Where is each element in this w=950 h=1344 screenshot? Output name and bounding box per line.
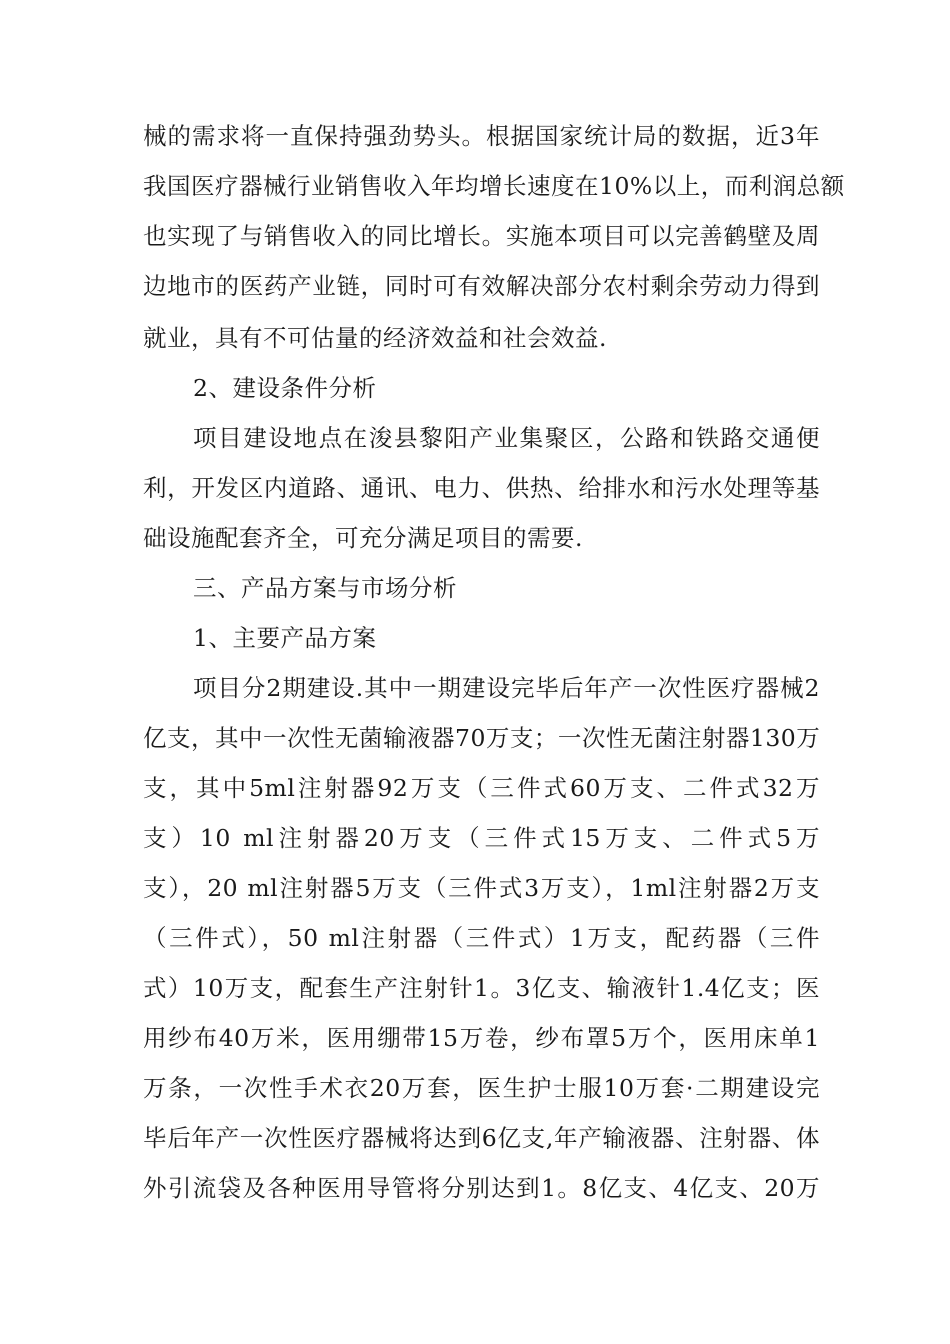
body-text-line: 础设施配套齐全，可充分满足项目的需要.	[143, 524, 583, 552]
body-text-line: 亿支，其中一次性无菌输液器70万支；一次性无菌注射器130万	[143, 724, 821, 752]
body-text-line: 式）10万支，配套生产注射针1。3亿支、输液针1.4亿支；医	[143, 974, 820, 1002]
body-text-line: 用纱布40万米，医用绷带15万卷，纱布罩5万个，医用床单1	[143, 1024, 820, 1052]
body-text-line: 项目分2期建设.其中一期建设完毕后年产一次性医疗器械2	[193, 674, 820, 702]
body-text-line: 利，开发区内道路、通讯、电力、供热、给排水和污水处理等基	[143, 474, 820, 502]
section-heading: 1、主要产品方案	[193, 624, 377, 652]
body-text-line: 毕后年产一次性医疗器械将达到6亿支,年产输液器、注射器、体	[143, 1124, 820, 1152]
body-text-line: 就业，具有不可估量的经济效益和社会效益.	[143, 324, 607, 352]
body-text-line: 也实现了与销售收入的同比增长。实施本项目可以完善鹤壁及周	[143, 222, 820, 250]
body-text-line: 支）10 ml注射器20万支（三件式15万支、二件式5万	[143, 824, 820, 852]
body-text-line: 外引流袋及各种医用导管将分别达到1。8亿支、4亿支、20万	[143, 1174, 820, 1202]
body-text-line: 万条，一次性手术衣20万套，医生护士服10万套·二期建设完	[143, 1074, 820, 1102]
body-text-line: 我国医疗器械行业销售收入年均增长速度在10%以上，而利润总额	[143, 172, 845, 200]
body-text-line: 项目建设地点在浚县黎阳产业集聚区，公路和铁路交通便	[193, 424, 820, 452]
section-heading: 2、建设条件分析	[193, 374, 377, 402]
body-text-line: 械的需求将一直保持强劲势头。根据国家统计局的数据，近3年	[143, 122, 820, 150]
section-heading: 三、产品方案与市场分析	[193, 574, 457, 602]
body-text-line: 边地市的医药产业链，同时可有效解决部分农村剩余劳动力得到	[143, 272, 820, 300]
body-text-line: 支），20 ml注射器5万支（三件式3万支），1ml注射器2万支	[143, 874, 820, 902]
body-text-line: （三件式），50 ml注射器（三件式）1万支，配药器（三件	[143, 924, 820, 952]
body-text-line: 支，其中5ml注射器92万支（三件式60万支、二件式32万	[143, 774, 820, 802]
